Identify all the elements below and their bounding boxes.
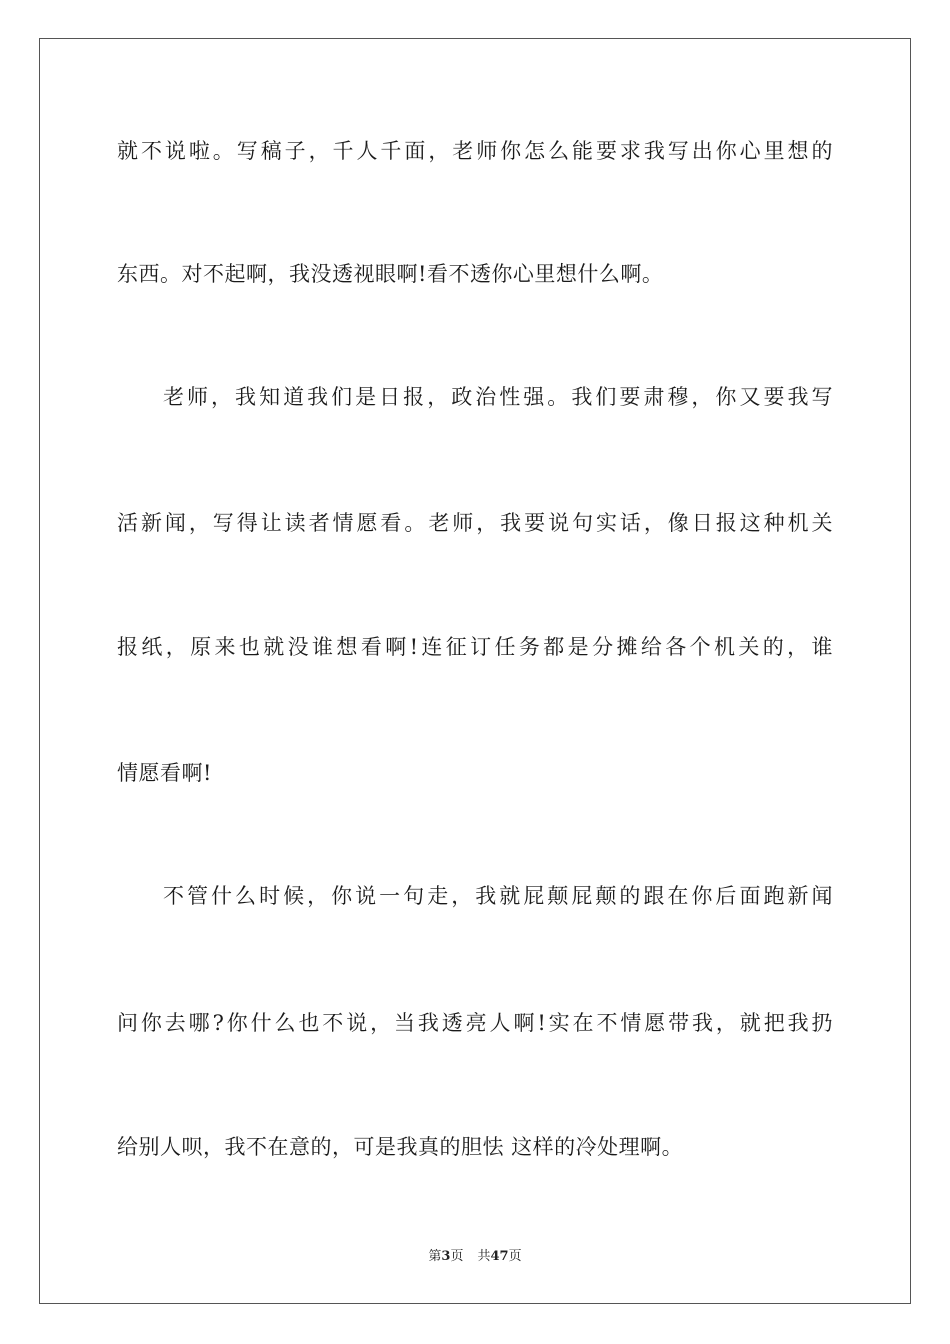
total-suffix: 页 xyxy=(508,1249,522,1264)
text-line-9: 给别人呗，我不在意的，可是我真的胆怯 这样的冷处理啊。 xyxy=(117,1135,684,1159)
current-page-number: 3 xyxy=(441,1249,451,1264)
text-line-5: 报纸，原来也就没谁想看啊!连征订任务都是分摊给各个机关的，谁 xyxy=(117,635,833,659)
total-prefix: 共 xyxy=(477,1249,491,1264)
total-pages-number: 47 xyxy=(490,1249,509,1264)
text-line-1: 就不说啦。写稿子，千人千面，老师你怎么能要求我写出你心里想的 xyxy=(117,139,833,163)
text-line-8: 问你去哪?你什么也不说，当我透亮人啊!实在不情愿带我，就把我扔 xyxy=(117,1011,833,1035)
text-line-4: 活新闻，写得让读者情愿看。老师，我要说句实话，像日报这种机关 xyxy=(117,511,833,535)
page-footer xyxy=(0,1248,950,1266)
paragraph-start-line-3: 老师，我知道我们是日报，政治性强。我们要肃穆，你又要我写 xyxy=(163,385,833,409)
text-line-6: 情愿看啊! xyxy=(117,761,212,785)
page-prefix: 第 xyxy=(428,1249,442,1264)
paragraph-start-line-7: 不管什么时候，你说一句走，我就屁颠屁颠的跟在你后面跑新闻 xyxy=(163,884,833,908)
page-suffix: 页 xyxy=(450,1249,464,1264)
text-line-2: 东西。对不起啊，我没透视眼啊!看不透你心里想什么啊。 xyxy=(117,262,664,286)
page-border xyxy=(39,38,911,1304)
